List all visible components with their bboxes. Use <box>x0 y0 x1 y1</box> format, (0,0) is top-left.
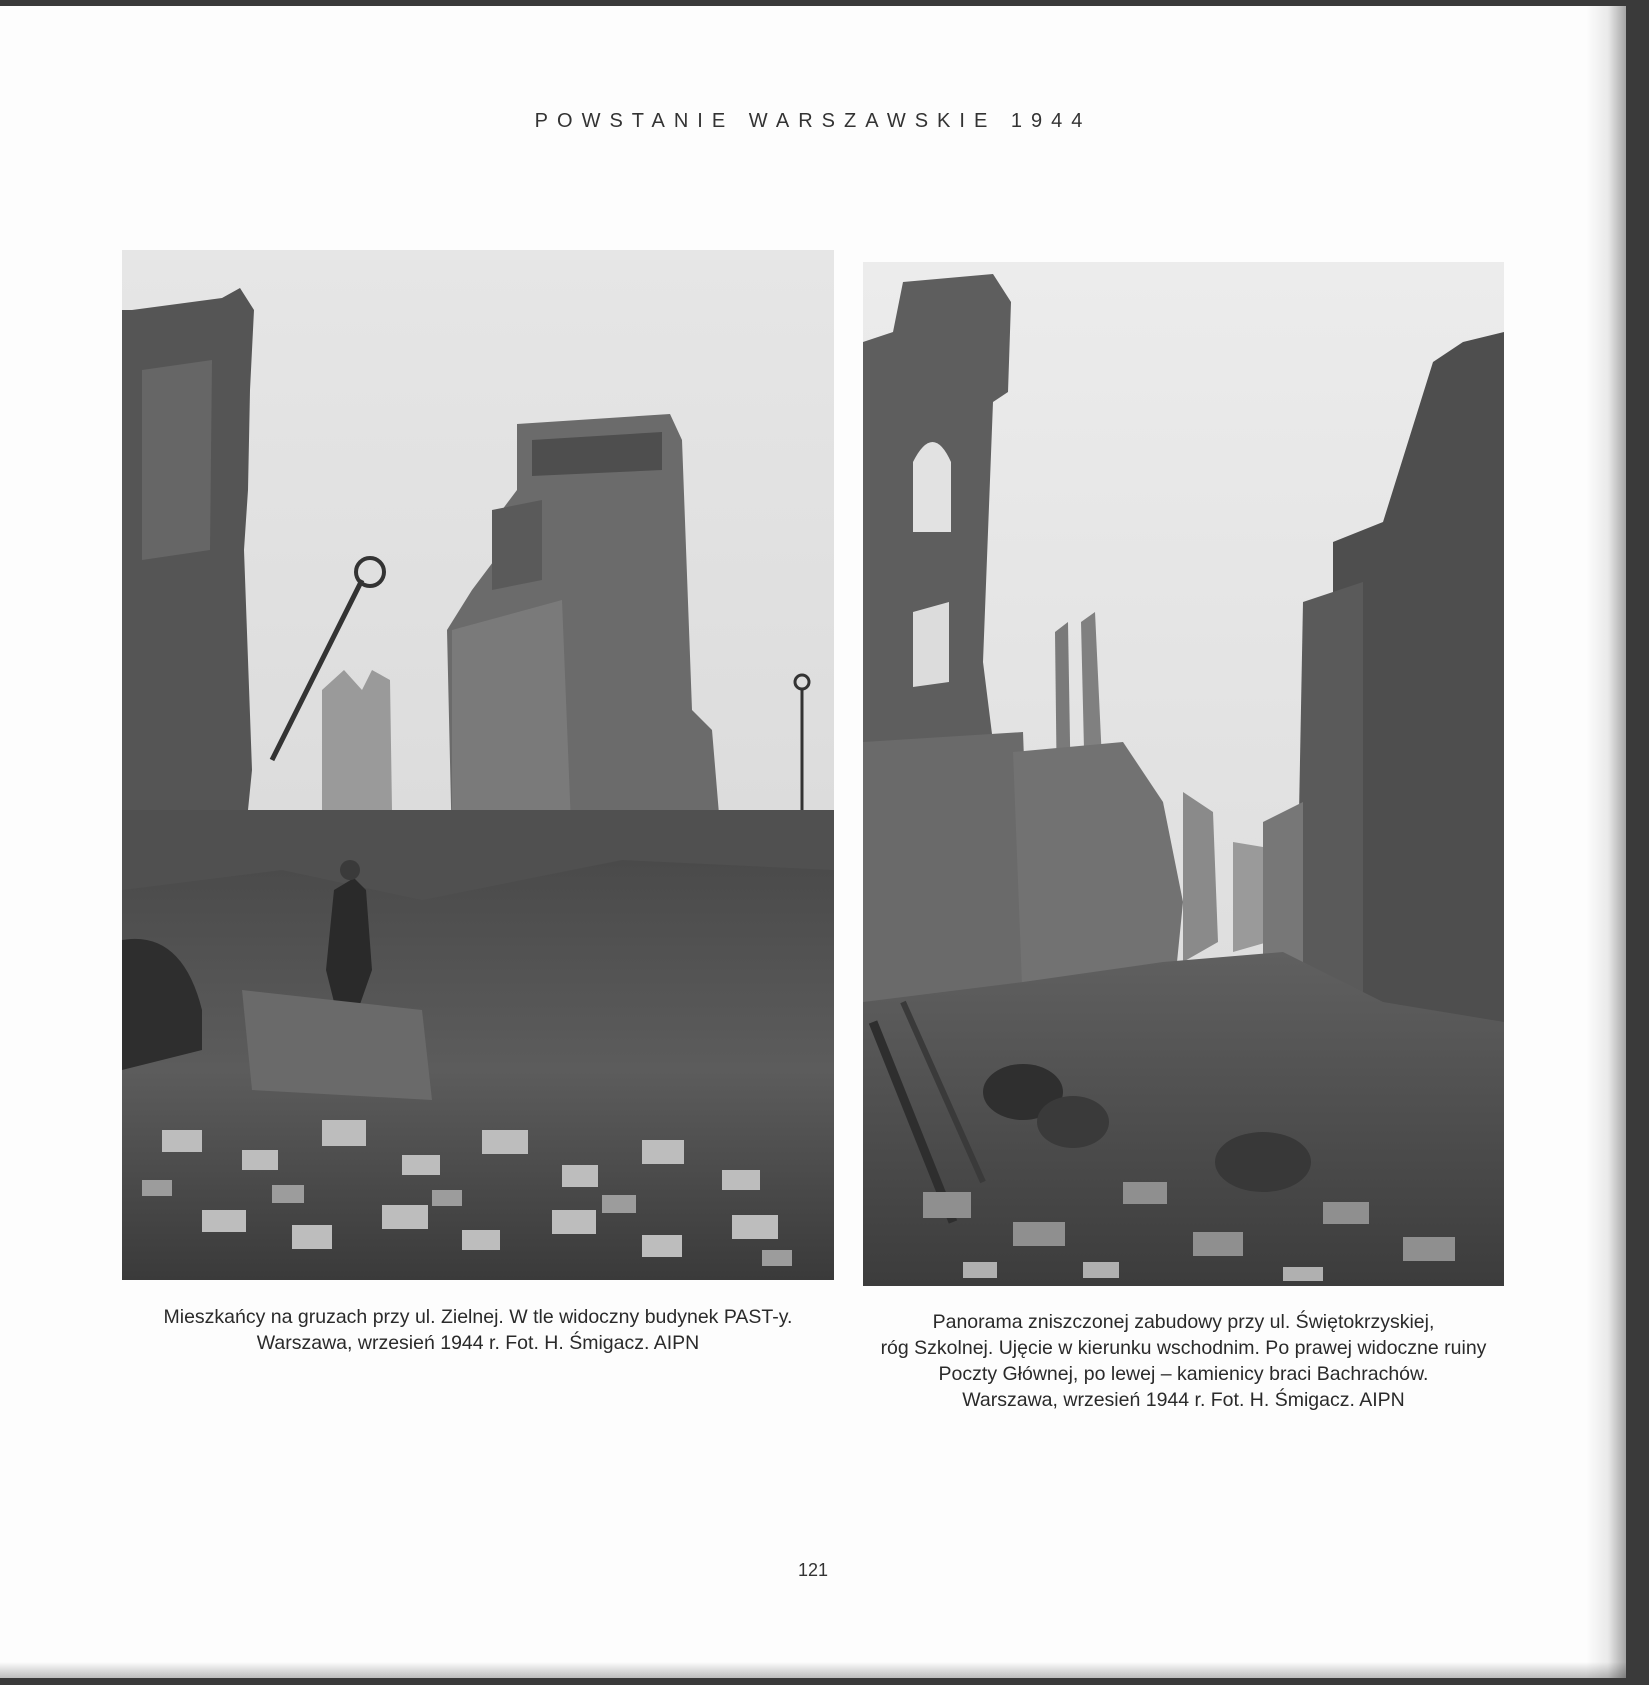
caption-right-line: Warszawa, wrzesień 1944 r. Fot. H. Śmigacz. AIPN <box>962 1389 1405 1411</box>
caption-right-line: Poczty Głównej, po lewej – kamienicy braci Bachrachów. <box>938 1363 1429 1385</box>
photo-zielna-illustration <box>122 250 834 1280</box>
page-bottom-shadow <box>0 1662 1626 1678</box>
running-head: POWSTANIE WARSZAWSKIE 1944 <box>534 110 1092 132</box>
page-edge-shadow <box>1586 6 1626 1678</box>
book-page <box>0 6 1626 1678</box>
photo-swietokrzyska-street-panorama <box>863 262 1504 1286</box>
caption-left <box>122 1304 834 1356</box>
caption-right-line: Panorama zniszczonej zabudowy przy ul. Świętokrzyskiej, <box>932 1311 1435 1333</box>
photo-swietokrzyska-illustration <box>863 262 1504 1286</box>
photo-zielna-street-ruins <box>122 250 834 1280</box>
caption-left-line: Mieszkańcy na gruzach przy ul. Zielnej. W tle widoczny budynek PAST-y. <box>163 1306 793 1328</box>
caption-right <box>863 1309 1504 1413</box>
caption-left-line: Warszawa, wrzesień 1944 r. Fot. H. Śmigacz. AIPN <box>256 1332 700 1354</box>
page-number: 121 <box>797 1560 829 1580</box>
caption-right-line: róg Szkolnej. Ujęcie w kierunku wschodnim. Po prawej widoczne ruiny <box>880 1337 1487 1359</box>
